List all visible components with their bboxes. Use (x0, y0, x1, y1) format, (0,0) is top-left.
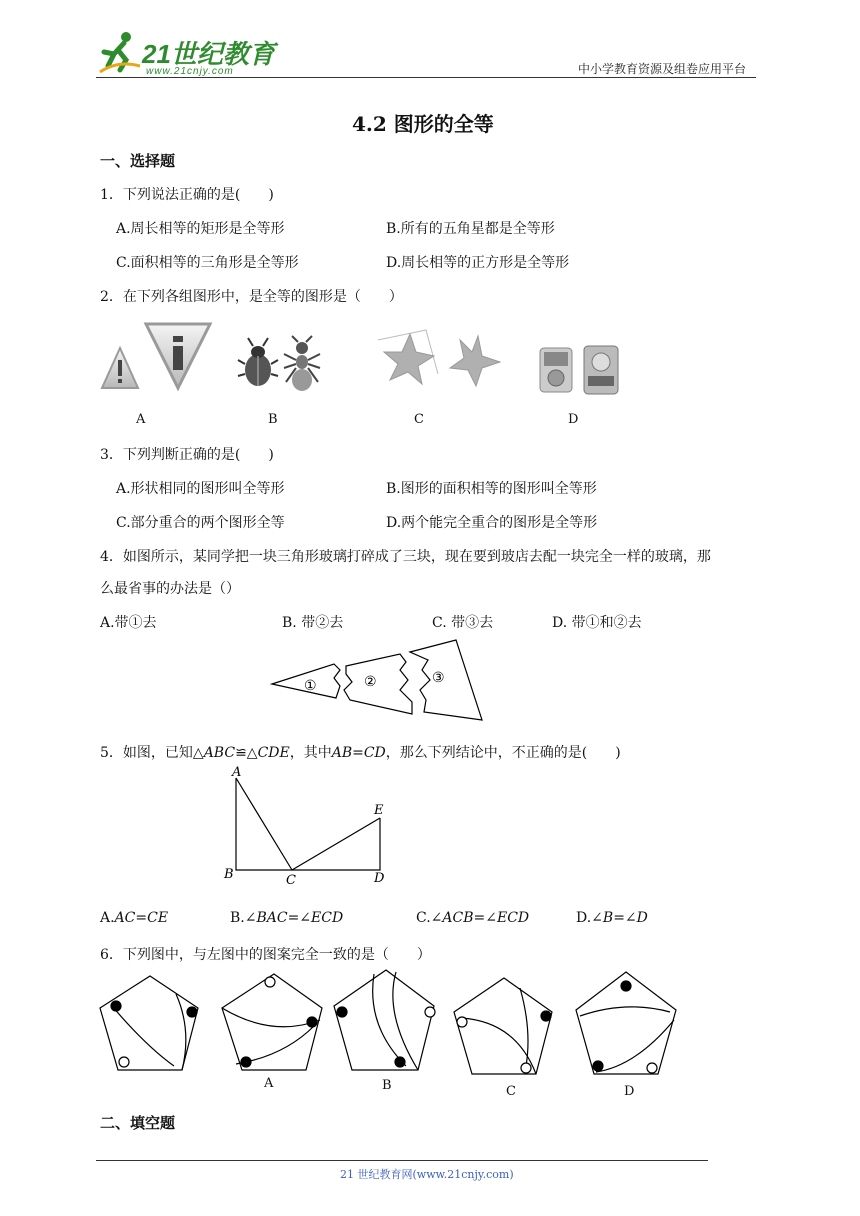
q5-option-d: D.∠B=∠D (576, 910, 648, 926)
section-heading-fill: 二、填空题 (100, 1114, 176, 1132)
q1-option-c: C.面积相等的三角形是全等形 (116, 255, 299, 271)
q3-stem: 3．下列判断正确的是( ) (100, 447, 274, 463)
q1-option-a: A.周长相等的矩形是全等形 (116, 221, 285, 237)
q5-option-c: C.∠ACB=∠ECD (416, 910, 530, 926)
page-title: 4.2 图形的全等 (352, 112, 494, 136)
q4-stem-line2: 么最省事的办法是（） (100, 581, 240, 597)
q5-stem: 5．如图，已知△ABC≌△CDE，其中AB=CD，那么下列结论中，不正确的是( ) (100, 745, 621, 761)
q5-point-e: E (374, 803, 384, 818)
q5-point-d: D (374, 871, 385, 886)
q2-label-b: B (268, 412, 278, 427)
logo-text: 21世纪教育 (142, 39, 275, 69)
q2-stem: 2．在下列各组图形中，是全等的图形是（ ） (100, 289, 403, 305)
q2-figure-c-stars (376, 328, 506, 392)
q5-option-b: B.∠BAC=∠ECD (230, 910, 344, 926)
q1-stem: 1．下列说法正确的是( ) (100, 187, 274, 203)
logo-url: www.21cnjy.com (146, 66, 234, 77)
q4-stem-line1: 4．如图所示，某同学把一块三角形玻璃打碎成了三块，现在要到玻店去配一块完全一样的玻璃，那 (100, 549, 711, 565)
q6-label-b: B (382, 1078, 392, 1093)
q6-stem: 6．下列图中，与左图中的图案完全一致的是（ ） (100, 947, 431, 963)
q1-option-d: D.周长相等的正方形是全等形 (386, 255, 570, 271)
q2-label-a: A (136, 412, 146, 427)
q3-option-d: D.两个能完全重合的图形是全等形 (386, 515, 598, 531)
q2-label-c: C (414, 412, 424, 427)
q2-label-d: D (568, 412, 579, 427)
q3-option-b: B.图形的面积相等的图形叫全等形 (386, 481, 597, 497)
q4-option-a: A.带①去 (100, 615, 157, 631)
logo-runner-icon (96, 30, 142, 74)
q4-option-c: C. 带③去 (432, 615, 494, 631)
q5-triangles-figure (222, 762, 402, 888)
q5-option-a: A.AC=CE (100, 910, 169, 926)
q2-figure-d-media-devices (538, 344, 622, 396)
q4-option-d: D. 带①和②去 (552, 615, 642, 631)
q5-point-a: A (232, 765, 242, 780)
q6-label-d: D (624, 1084, 635, 1099)
q6-label-c: C (506, 1084, 516, 1099)
q4-broken-triangle-figure (270, 640, 486, 722)
q4-option-b: B. 带②去 (282, 615, 344, 631)
q2-figure-a-warning-signs (100, 322, 215, 394)
header-rule (96, 77, 756, 78)
q5-point-b: B (224, 867, 234, 882)
q6-label-a: A (264, 1076, 274, 1091)
q4-piece-1: ① (304, 678, 317, 694)
q3-option-a: A.形状相同的图形叫全等形 (116, 481, 285, 497)
footer-text: 21 世纪教育网(www.21cnjy.com) (340, 1168, 514, 1181)
section-heading-choice: 一、选择题 (100, 152, 176, 170)
q1-option-b: B.所有的五角星都是全等形 (386, 221, 555, 237)
q3-option-c: C.部分重合的两个图形全等 (116, 515, 285, 531)
q4-piece-2: ② (364, 674, 377, 690)
q6-pentagon-figures (96, 966, 686, 1078)
footer-rule (96, 1160, 708, 1161)
q4-piece-3: ③ (432, 670, 445, 686)
q5-point-c: C (286, 873, 296, 888)
q2-figure-b-insects (238, 336, 324, 392)
header-platform-text: 中小学教育资源及组卷应用平台 (578, 62, 747, 76)
